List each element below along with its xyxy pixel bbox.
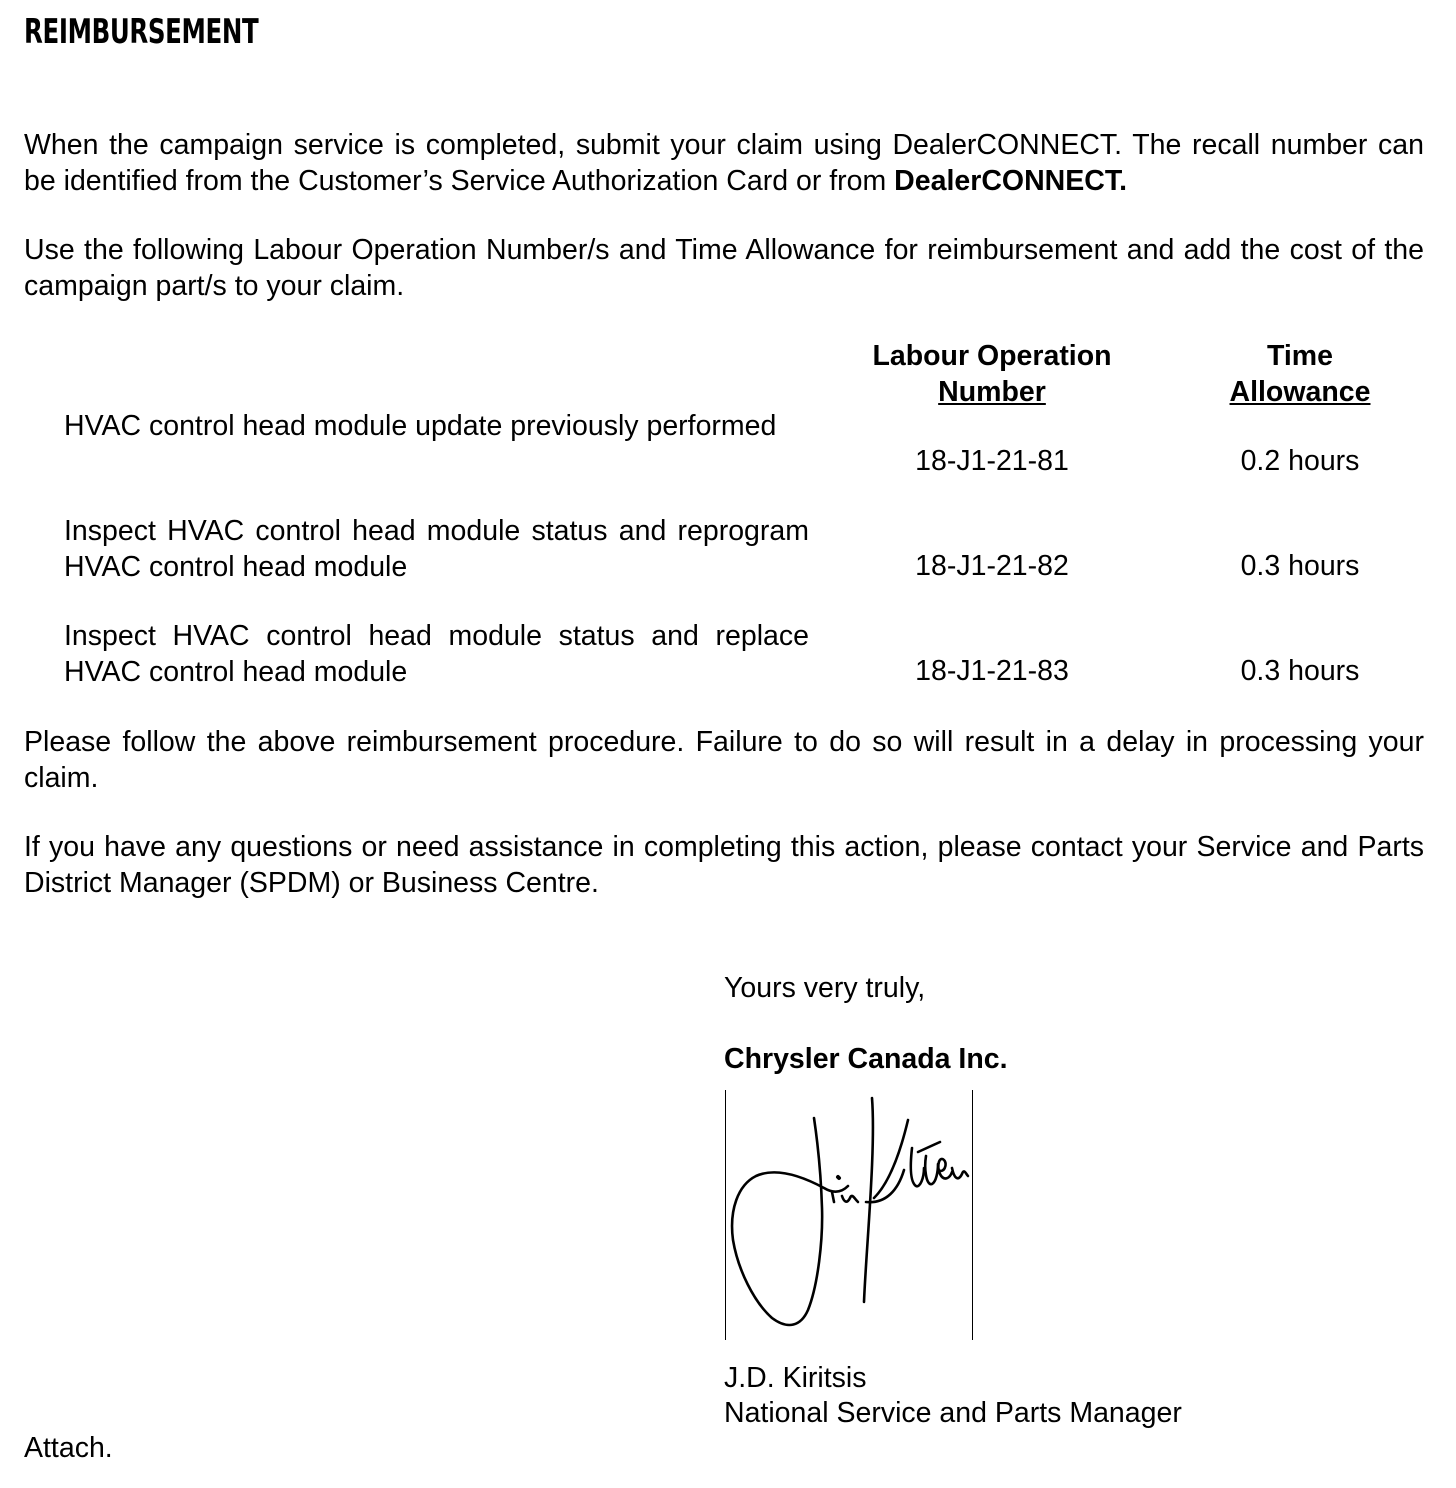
paragraph-follow-procedure: Please follow the above reimbursement procedure. Failure to do so will result in a delay in processing your claim. (24, 726, 1424, 794)
header-labour-operation-number (842, 338, 1142, 410)
signature-box (725, 1090, 973, 1340)
signature-image (726, 1090, 972, 1340)
table-row-1-time: 0.2 hours (1240, 445, 1360, 477)
paragraph-submit-claim-text: When the campaign service is completed, submit your claim using DealerCONNECT. The recall number can be identified from the Customer’s Service Authorization Card or from (24, 129, 1424, 197)
company-name: Chrysler Canada Inc. (724, 1043, 1008, 1075)
header-time-allowance (1180, 338, 1420, 410)
header-time-line2: Allowance (1229, 376, 1371, 408)
table-row-1-labour-op: 18-J1-21-81 (915, 445, 1069, 477)
header-labour-line1: Labour Operation (872, 340, 1112, 372)
page-title: REIMBURSEMENT (24, 12, 259, 52)
table-row-3-description: Inspect HVAC control head module status and replace HVAC control head module (64, 620, 809, 688)
table-row-3-labour-op: 18-J1-21-83 (915, 655, 1069, 687)
closing-salutation: Yours very truly, (724, 972, 926, 1004)
paragraph-contact: If you have any questions or need assistance in completing this action, please contact your Service and Parts District Manager (SPDM) or Business Centre. (24, 831, 1424, 899)
header-time-line1: Time (1266, 340, 1333, 372)
table-row-2-labour-op: 18-J1-21-82 (915, 550, 1069, 582)
paragraph-submit-claim (24, 127, 1424, 199)
signer-name: J.D. Kiritsis (724, 1362, 867, 1394)
table-row-2-description: Inspect HVAC control head module status and reprogram HVAC control head module (64, 515, 809, 583)
table-row-1-description: HVAC control head module update previously performed (64, 410, 777, 442)
attach-note: Attach. (24, 1432, 113, 1464)
paragraph-labour-instructions: Use the following Labour Operation Number/s and Time Allowance for reimbursement and add the cost of the campaign part/s to your claim. (24, 234, 1424, 302)
table-row-2-time: 0.3 hours (1240, 550, 1360, 582)
table-row-3-time: 0.3 hours (1240, 655, 1360, 687)
signer-title: National Service and Parts Manager (724, 1397, 1182, 1429)
header-labour-line2: Number (938, 376, 1046, 408)
dealerconnect-emphasis: DealerCONNECT. (894, 165, 1127, 197)
